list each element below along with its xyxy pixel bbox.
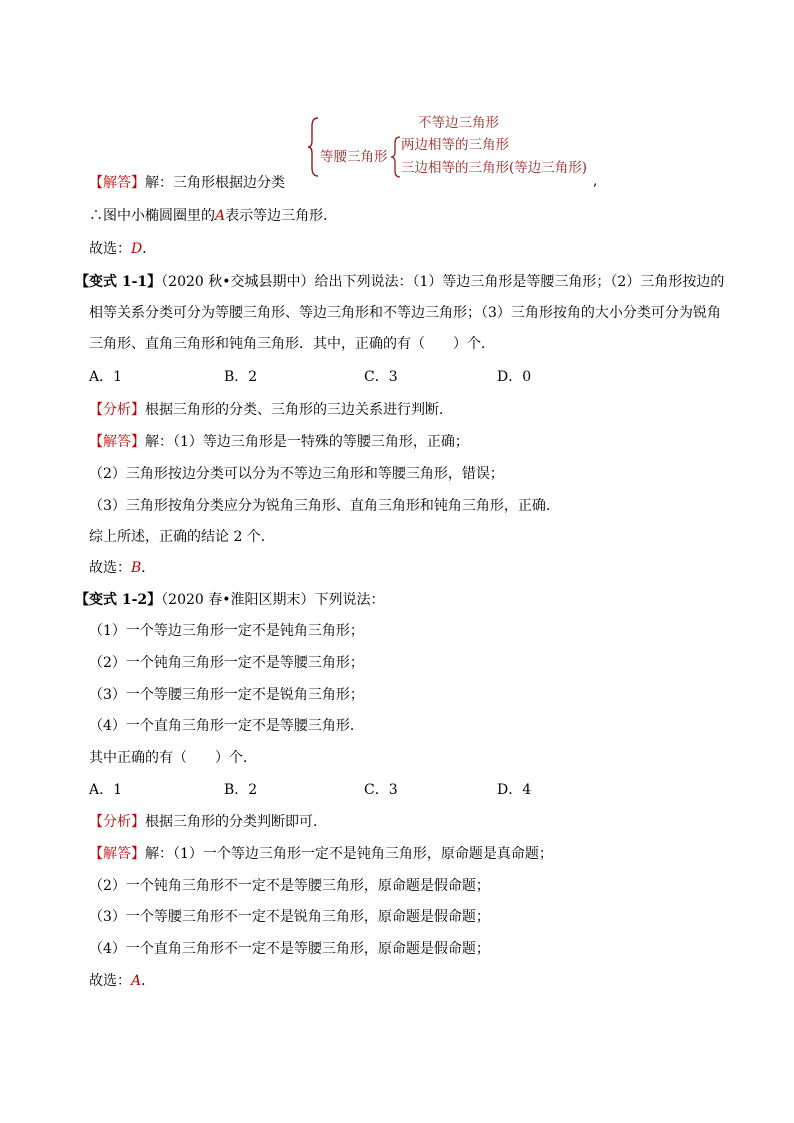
q1-line1: 【变式 1-1】（2020 秋•交城县期中）给出下列说法：（1）等边三角形是等腰三角形；（2）三角形按边的: [75, 274, 725, 290]
q1-option-b: B．2: [224, 369, 258, 385]
q2-question: 其中正确的有（ ）个．: [89, 750, 257, 766]
q2-tag: 【变式 1-2】: [75, 592, 162, 608]
q2-statement-3: （3）一个等腰三角形一定不是锐角三角形；: [89, 687, 364, 703]
q2-answer-line2: （2）一个钝角三角形不一定不是等腰三角形，原命题是假命题；: [89, 878, 490, 894]
q2-analysis: 【分析】根据三角形的分类判断即可．: [89, 814, 327, 830]
answer0-line2: ∴图中小椭圆圈里的A表示等边三角形．: [89, 208, 338, 224]
variable-a: A: [215, 208, 226, 224]
q1-choice: 故选：B．: [89, 560, 156, 576]
q2-option-a: A．1: [89, 782, 123, 798]
q1-option-d: D．0: [497, 369, 532, 385]
q2-answer-line4: （4）一个直角三角形不一定不是等腰三角形，原命题是假命题；: [89, 941, 490, 957]
top-item: 不等边三角形: [418, 115, 499, 131]
answer0-line1: [89, 173, 285, 193]
q1-line3: 三角形、直角三角形和钝角三角形．其中，正确的有（ ）个．: [89, 336, 495, 352]
q2-answer-line1: 【解答】解：（1）一个等边三角形一定不是钝角三角形，原命题是真命题；: [89, 846, 553, 862]
q2-answer-line3: （3）一个等腰三角形不一定不是锐角三角形，原命题是假命题；: [89, 909, 490, 925]
q1-tag: 【变式 1-1】: [75, 274, 162, 290]
q2-option-b: B．2: [224, 782, 258, 798]
q2-choice: 故选：A．: [89, 973, 156, 989]
choice-letter: D: [131, 241, 143, 257]
q2-option-c: C．3: [364, 782, 398, 798]
q1-answer-line1: 【解答】解：（1）等边三角形是一特殊的等腰三角形，正确；: [89, 434, 469, 450]
outer-brace: [308, 116, 322, 178]
q2-line1: 【变式 1-2】（2020 春•淮阳区期末）下列说法：: [75, 592, 385, 608]
q2-statement-2: （2）一个钝角三角形一定不是等腰三角形；: [89, 655, 364, 671]
q2-statement-4: （4）一个直角三角形一定不是等腰三角形．: [89, 718, 364, 734]
q1-option-a: A．1: [89, 369, 123, 385]
q1-option-c: C．3: [364, 369, 398, 385]
sub-item-2: 三边相等的三角形(等边三角形): [401, 160, 588, 176]
q1-answer-line3: （3）三角形按角分类应分为锐角三角形、直角三角形和钝角三角形，正确．: [89, 498, 560, 514]
root-label: 等腰三角形: [320, 149, 388, 165]
trailing-comma: ,: [593, 173, 598, 189]
answer0-choice: 故选：D．: [89, 241, 157, 257]
q2-statement-1: （1）一个等边三角形一定不是钝角三角形；: [89, 623, 364, 639]
q1-answer-line2: （2）三角形按边分类可以分为不等边三角形和等腰三角形，错误；: [89, 466, 504, 482]
q1-answer-line4: 综上所述，正确的结论 2 个．: [89, 529, 275, 545]
q2-option-d: D．4: [497, 782, 532, 798]
answer-tag: 【解答】: [89, 175, 145, 191]
answer-text: 解：三角形根据边分类: [145, 175, 285, 191]
sub-item-1: 两边相等的三角形: [401, 137, 509, 153]
q1-analysis: 【分析】根据三角形的分类、三角形的三边关系进行判断．: [89, 402, 453, 418]
q1-line2: 相等关系分类可分为等腰三角形、等边三角形和不等边三角形；（3）三角形按角的大小分类可分为锐角: [89, 305, 721, 321]
